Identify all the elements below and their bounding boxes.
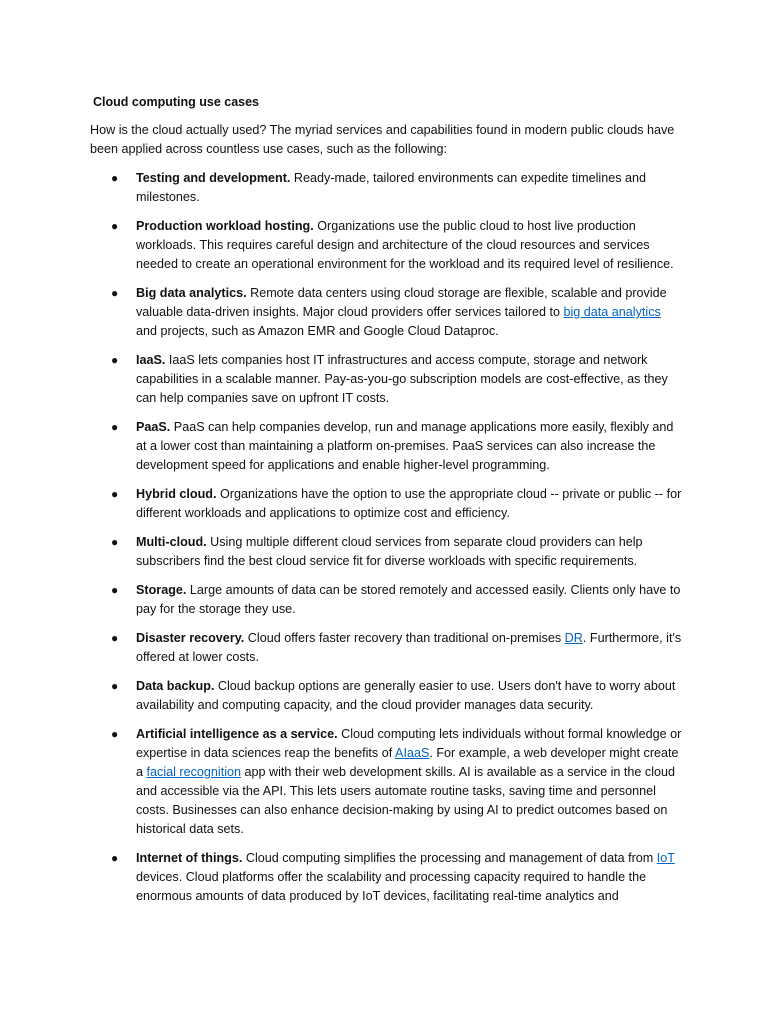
bullet-icon: ● <box>111 171 119 185</box>
item-term: PaaS. <box>136 420 171 434</box>
iot-link[interactable]: IoT <box>656 851 675 865</box>
page-title: Cloud computing use cases <box>93 95 260 109</box>
item-text: . For example, a web developer might create a <box>136 746 679 779</box>
item-text: Using multiple different cloud services from separate cloud providers can help subscribers find the best cloud service fit for diverse workloads with specific requirements. <box>136 535 643 568</box>
list-item <box>0 629 684 667</box>
item-text: Cloud offers faster recovery than traditional on-premises <box>244 631 565 645</box>
item-term: Data backup. <box>136 679 215 693</box>
item-text: and projects, such as Amazon EMR and Google Cloud Dataproc. <box>136 324 499 338</box>
item-text: . Furthermore, it's offered at lower costs. <box>136 631 682 664</box>
list-item <box>0 217 684 274</box>
bullet-icon: ● <box>111 487 119 501</box>
item-term: Disaster recovery. <box>136 631 245 645</box>
list-item <box>0 677 684 715</box>
list-item <box>0 284 684 341</box>
bullet-icon: ● <box>111 286 119 300</box>
bullet-icon: ● <box>111 535 119 549</box>
item-term: IaaS. <box>136 353 166 367</box>
use-case-list <box>0 169 768 916</box>
item-term: Testing and development. <box>136 171 291 185</box>
bullet-icon: ● <box>111 631 119 645</box>
facial-recognition-link[interactable]: facial recognition <box>146 765 242 779</box>
item-text: Ready-made, tailored environments can expedite timelines and milestones. <box>136 171 647 204</box>
item-text: Large amounts of data can be stored remotely and accessed easily. Clients only have to pay for the storage they use. <box>136 583 681 616</box>
item-term: Hybrid cloud. <box>136 487 217 501</box>
list-item <box>0 485 684 523</box>
aiaas-link[interactable]: AIaaS <box>395 746 430 760</box>
list-item <box>0 849 684 906</box>
item-text: Organizations use the public cloud to host live production workloads. This requires careful design and architecture of the cloud resources and services needed to create an operational environment for the workload and its required level of resilience. <box>136 219 674 271</box>
bullet-icon: ● <box>111 851 119 865</box>
list-item <box>0 533 684 571</box>
bullet-icon: ● <box>111 353 119 367</box>
dr-link[interactable]: DR <box>564 631 583 645</box>
item-text: IaaS lets companies host IT infrastructures and access compute, storage and network capabilities in a scalable manner. Pay-as-you-go subscription models are cost-effective, as they can help companies save on upfront IT costs. <box>136 353 668 405</box>
list-item <box>0 351 684 408</box>
bullet-icon: ● <box>111 219 119 233</box>
item-term: Multi-cloud. <box>136 535 207 549</box>
bullet-icon: ● <box>111 727 119 741</box>
item-text: Cloud computing simplifies the processing and management of data from <box>242 851 657 865</box>
item-term: Production workload hosting. <box>136 219 314 233</box>
item-text: Remote data centers using cloud storage are flexible, scalable and provide valuable data-driven insights. Major cloud providers offer services tailored to <box>136 286 667 319</box>
bullet-icon: ● <box>111 679 119 693</box>
bullet-icon: ● <box>111 420 119 434</box>
item-term: Artificial intelligence as a service. <box>136 727 338 741</box>
item-text: Cloud backup options are generally easier to use. Users don't have to worry about availability and computing capacity, and the cloud provider manages data security. <box>136 679 676 712</box>
big-data-analytics-link[interactable]: big data analytics <box>563 305 661 319</box>
item-term: Big data analytics. <box>136 286 247 300</box>
item-text: PaaS can help companies develop, run and manage applications more easily, flexibly and at a lower cost than maintaining a platform on-premises. PaaS services can also increase the development speed for applications and enable higher-level programming. <box>136 420 674 472</box>
item-text: devices. Cloud platforms offer the scalability and processing capacity required to handle the enormous amounts of data produced by IoT devices, facilitating real-time analytics and <box>136 870 647 903</box>
intro-paragraph: How is the cloud actually used? The myriad services and capabilities found in modern public clouds have been applied across countless use cases, such as the following: <box>90 123 675 156</box>
list-item <box>0 581 684 619</box>
item-text: Cloud computing lets individuals without formal knowledge or expertise in data sciences reap the benefits of <box>136 727 682 760</box>
item-term: Internet of things. <box>136 851 243 865</box>
bullet-icon: ● <box>111 583 119 597</box>
item-text: app with their web development skills. AI is available as a service in the cloud and accessible via the API. This lets users automate routine tasks, saving time and personnel costs. Businesses can also enhance decision-making by using AI to predict outcomes based on historical data sets. <box>136 765 676 836</box>
item-text: Organizations have the option to use the appropriate cloud -- private or public -- for different workloads and applications to optimize cost and efficiency. <box>136 487 682 520</box>
list-item <box>0 418 684 475</box>
list-item <box>0 169 684 207</box>
item-term: Storage. <box>136 583 187 597</box>
list-item <box>0 725 684 839</box>
